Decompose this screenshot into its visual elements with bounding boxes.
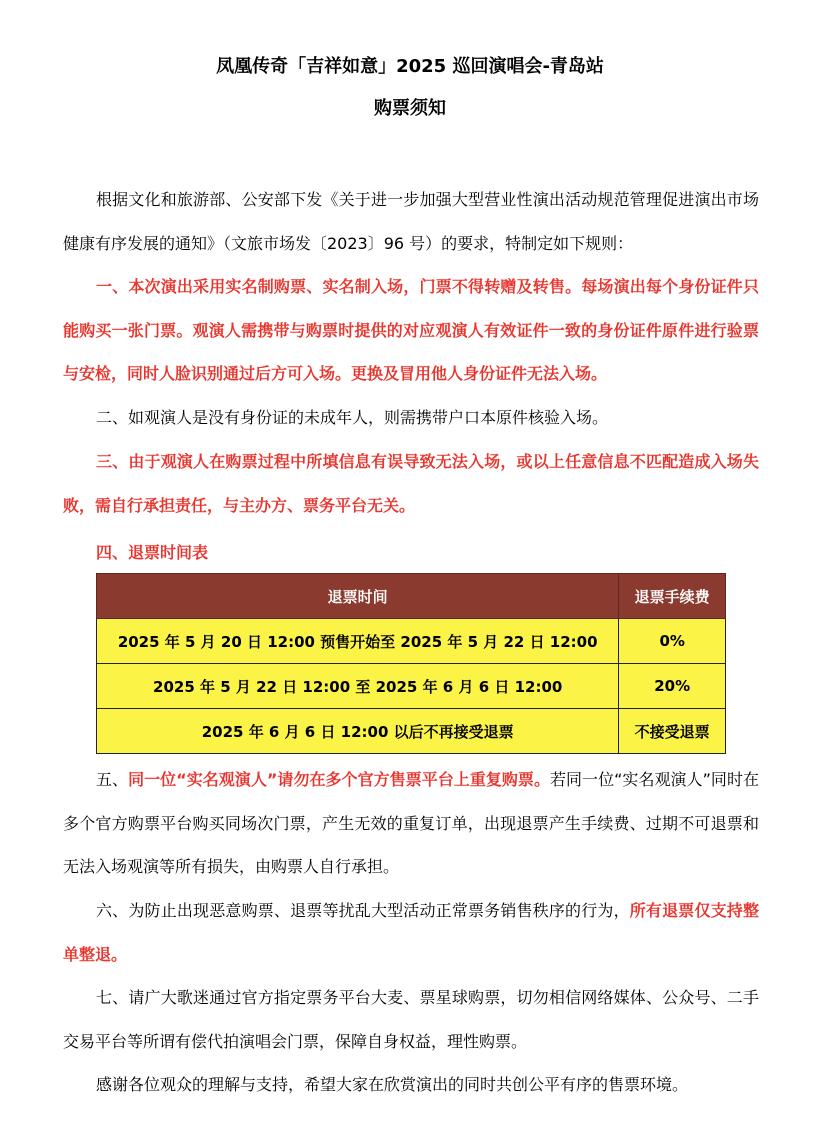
rule-5-warning: 同一位“实名观演人”请勿在多个官方售票平台上重复购票。	[128, 770, 550, 789]
rule-2: 二、如观演人是没有身份证的未成年人，则需携带户口本原件核验入场。	[96, 408, 609, 427]
rule-5-text: 若同一位“实名观演人”同时在多个官方购票平台购买同场次门票，产生无效的重复订单，出现退票产生手续费、过期不可退票和无法入场观演等所有损失，由购票人自行承担。	[63, 770, 759, 876]
rule-7: 七、请广大歌迷通过官方指定票务平台大麦、票星球购票，切勿相信网络媒体、公众号、二手交易平台等所谓有偿代拍演唱会门票，保障自身权益，理性购票。	[63, 988, 759, 1051]
closing-paragraph: 感谢各位观众的理解与支持，希望大家在欣赏演出的同时共创公平有序的售票环境。	[96, 1075, 689, 1094]
refund-fee: 20%	[619, 664, 726, 709]
table-row	[97, 664, 726, 709]
page-title: 凤凰传奇「吉祥如意」2025 巡回演唱会-青岛站	[216, 56, 604, 77]
table-row	[97, 709, 726, 754]
rule-6	[63, 889, 759, 976]
table-header-row	[97, 574, 726, 619]
rule-4-heading-holder	[63, 531, 759, 575]
rule-5-prefix: 五、	[96, 770, 129, 789]
refund-fee: 0%	[619, 619, 726, 664]
rule-5	[63, 758, 759, 889]
rule-4-heading: 四、退票时间表	[96, 543, 209, 562]
rule-3: 三、由于观演人在购票过程中所填信息有误导致无法入场，或以上任意信息不匹配造成入场失败，需自行承担责任，与主办方、票务平台无关。	[63, 452, 759, 515]
refund-schedule-table	[96, 573, 726, 754]
refund-fee: 不接受退票	[619, 709, 726, 754]
rule-1: 一、本次演出采用实名制购票、实名制入场，门票不得转赠及转售。每场演出每个身份证件只能购买一张门票。观演人需携带与购票时提供的对应观演人有效证件一致的身份证件原件进行验票与安检，同时人脸识别通过后方可入场。更换及冒用他人身份证件无法入场。	[63, 277, 759, 383]
rule-6-warning: 所有退票仅支持整单整退。	[63, 901, 759, 964]
intro-paragraph: 根据文化和旅游部、公安部下发《关于进一步加强大型营业性演出活动规范管理促进演出市场健康有序发展的通知》（文旅市场发〔2023〕96 号）的要求，特制定如下规则：	[63, 190, 759, 253]
refund-period: 2025 年 6 月 6 日 12:00 以后不再接受退票	[97, 709, 619, 754]
table-row	[97, 619, 726, 664]
header-refund-fee: 退票手续费	[619, 574, 726, 619]
header-refund-time: 退票时间	[97, 574, 619, 619]
refund-period: 2025 年 5 月 20 日 12:00 预售开始至 2025 年 5 月 22 日 12:00	[97, 619, 619, 664]
rule-6-text: 六、为防止出现恶意购票、退票等扰乱大型活动正常票务销售秩序的行为，	[96, 901, 630, 920]
refund-period: 2025 年 5 月 22 日 12:00 至 2025 年 6 月 6 日 12:00	[97, 664, 619, 709]
page-subtitle: 购票须知	[374, 98, 446, 119]
